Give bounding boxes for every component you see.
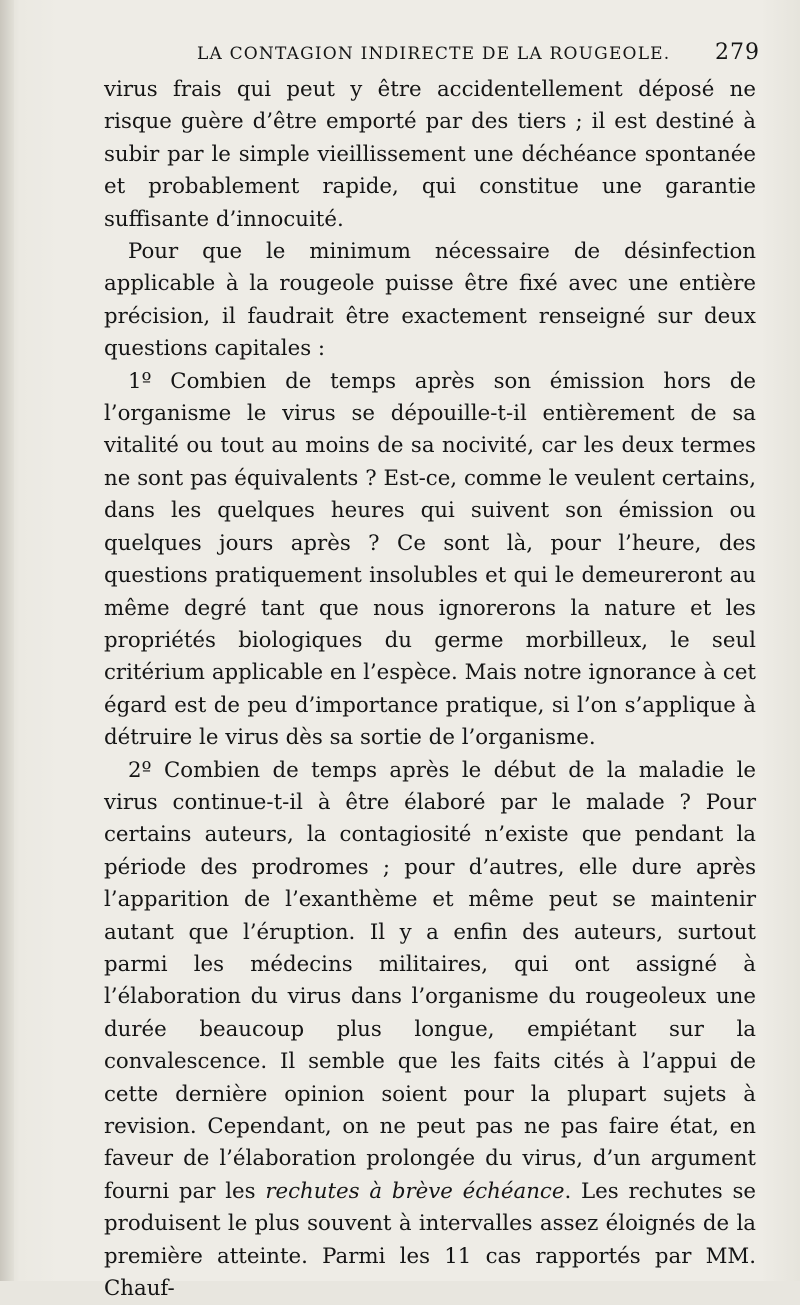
text-span: virus frais qui peut y être accidentellement déposé ne risque guère d’être emporté par des tiers ; il est destiné à subir par le simple vieillissement une déchéance spontanée et probablement rapide, qui constitue une garantie suffisante d’innocuité. xyxy=(104,77,756,232)
paragraph-question-2 xyxy=(104,755,756,1305)
body-text xyxy=(104,74,756,1305)
running-head: LA CONTAGION INDIRECTE DE LA ROUGEOLE. xyxy=(197,44,671,64)
page-header xyxy=(105,40,760,74)
text-span: Pour que le minimum nécessaire de désinfection applicable à la rougeole puisse être fixé avec une entière précision, il faudrait être exactement renseigné sur deux questions capitales : xyxy=(104,239,756,362)
text-span: 1º Combien de temps après son émission hors de l’organisme le virus se dépouille-t-il entièrement de sa vitalité ou tout au moins de sa nocivité, car les deux termes ne sont pas équivalents ? Est-ce, comme le veulent certains, dans les quelques heures qui suivent son émission ou quelques jours après ? Ce sont là, pour l’heure, des questions pratiquement insolubles et qui le demeureront au même degré tant que nous ignorerons la nature et les propriétés biologiques du germe morbilleux, le seul critérium applicable en l’espèce. Mais notre ignorance à cet égard est de peu d’importance pratique, si l’on s’applique à détruire le virus dès sa sortie de l’organisme. xyxy=(104,368,756,751)
paragraph-desinfection xyxy=(104,236,756,366)
page-spine-shadow xyxy=(0,0,14,1281)
italic-term: rechutes à brève échéance xyxy=(265,1178,565,1204)
paragraph-continuation xyxy=(104,74,756,236)
text-span: . Les rechutes se produisent le plus souvent à intervalles assez éloignés de la première atteinte. Parmi les 11 cas rapportés par MM. Chauf- xyxy=(104,1178,757,1302)
page-number: 279 xyxy=(715,40,760,65)
paragraph-question-1 xyxy=(104,366,756,755)
text-span: 2º Combien de temps après le début de la maladie le virus continue-t-il à être élaboré par le malade ? Pour certains auteurs, la contagiosité n’existe que pendant la période des prodromes ; pour d’autres, elle dure après l’apparition de l’exanthème et même peut se maintenir autant que l’éruption. Il y a enfin des auteurs, surtout parmi les médecins militaires, qui ont assigné à l’élaboration du virus dans l’organisme du rougeoleux une durée beaucoup plus longue, empiétant sur la convalescence. Il semble que les faits cités à l’appui de cette dernière opinion soient pour la plupart sujets à revision. Cependant, on ne peut pas ne pas faire état, en faveur de l’élaboration prolongée du virus, d’un argument fourni par les xyxy=(104,757,756,1204)
